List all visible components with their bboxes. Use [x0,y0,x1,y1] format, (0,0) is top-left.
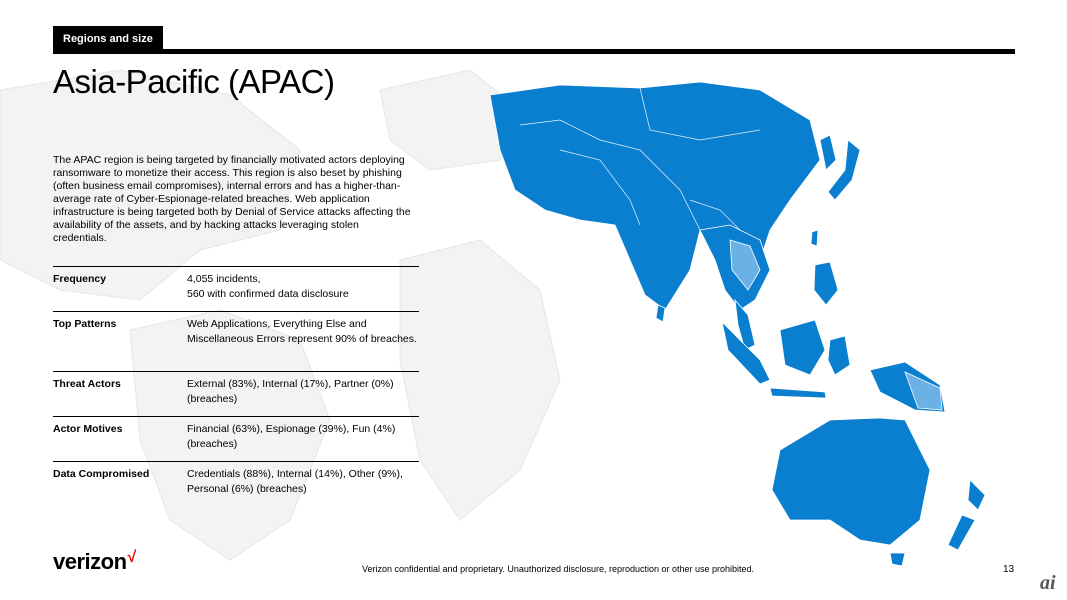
section-tag: Regions and size [53,26,163,53]
checkmark-icon: √ [127,549,136,566]
verizon-logo [53,549,136,575]
fact-value: Financial (63%), Espionage (39%), Fun (4%) (breaches) [187,423,396,450]
fact-row-threat-actors [53,371,419,416]
page-title: Asia-Pacific (APAC) [53,63,335,100]
header-rule [53,49,1015,54]
fact-value-line: 4,055 incidents, [187,273,261,285]
fact-row-actor-motives [53,416,419,461]
region-description: The APAC region is being targeted by financially motivated actors deploying ransomware to monetize their access. This region is also beset by phishing (often business email compromises), internal errors and has a higher-than-average rate of Cyber-Espionage-related breaches. Web application infrastructure is being targeted both by Denial of Service attacks affecting the availability of the assets, and by hacking attacks leveraging stolen credentials. [53,154,411,244]
watermark-logo: ai [1040,572,1056,594]
fact-value-line: 560 with confirmed data disclosure [187,287,349,300]
facts-table [53,266,419,506]
fact-label: Top Patterns [53,318,117,330]
fact-row-frequency [53,266,419,311]
page-number: 13 [1003,564,1015,575]
fact-row-data-compromised [53,461,419,506]
fact-label: Data Compromised [53,468,150,480]
confidential-notice: Verizon confidential and proprietary. Unauthorized disclosure, reproduction or other use prohibited. [362,564,755,574]
fact-label: Actor Motives [53,423,123,435]
fact-row-top-patterns [53,311,419,371]
apac-region-map [470,80,1010,580]
fact-label: Threat Actors [53,378,121,390]
logo-wordmark: verizon [53,549,127,574]
fact-value: Web Applications, Everything Else and Miscellaneous Errors represent 90% of breaches. [187,318,417,345]
fact-value [187,272,419,305]
fact-value: Credentials (88%), Internal (14%), Other (9%), Personal (6%) (breaches) [187,468,403,495]
fact-label: Frequency [53,273,107,285]
fact-value: External (83%), Internal (17%), Partner (0%) (breaches) [187,378,394,405]
